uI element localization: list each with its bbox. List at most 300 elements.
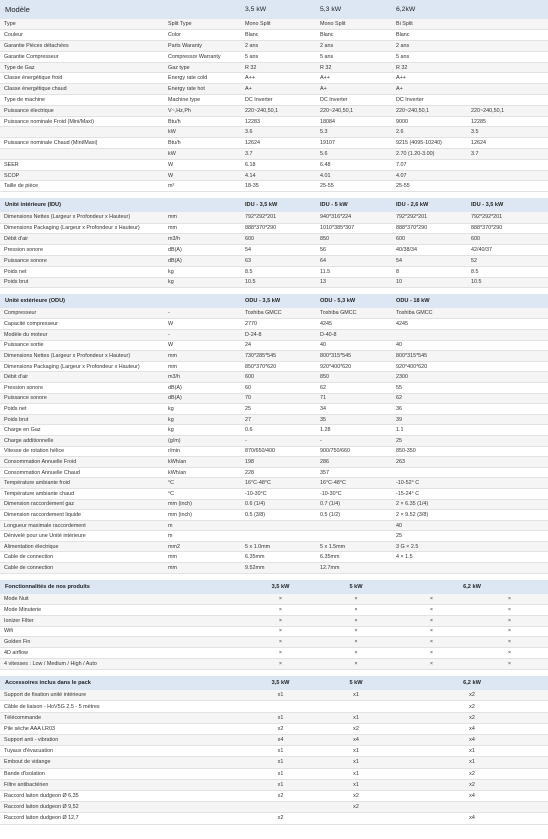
table-cell: x2 — [241, 723, 316, 734]
table-cell: x4 — [392, 790, 548, 801]
table-cell: V~,Hz,Ph — [164, 105, 241, 116]
table-cell: 198 — [241, 457, 316, 468]
table-row — [0, 648, 548, 659]
row-label: Télécommande — [0, 712, 241, 723]
table-cell: x1 — [241, 779, 316, 790]
spec-header-unit — [164, 0, 241, 19]
table-cell: × — [316, 615, 392, 626]
table-cell: x1 — [316, 757, 392, 768]
table-cell: 4 × 1.5 — [392, 552, 467, 563]
table-row — [0, 393, 548, 404]
table-cell: 920*400*620 — [316, 361, 392, 372]
table-cell — [467, 372, 548, 383]
table-cell: 5.3 — [316, 127, 392, 138]
table-cell: 220~240,50,1 — [241, 105, 316, 116]
row-label: SEER — [0, 159, 164, 170]
table-cell: 600 — [392, 234, 467, 245]
table-cell: 4.14 — [241, 170, 316, 181]
table-cell — [316, 701, 392, 712]
table-cell: kg — [164, 404, 241, 415]
spec-header-col: 5,3 kW — [316, 0, 392, 19]
table-cell — [467, 414, 548, 425]
features-header-row — [0, 580, 548, 594]
features-header-title: Fonctionnalités de nos produits — [0, 580, 241, 594]
table-cell: R 32 — [241, 62, 316, 73]
accessories-header-col: 3,5 kW — [241, 676, 316, 690]
table-cell: 25-55 — [392, 181, 467, 192]
table-row — [0, 779, 548, 790]
table-cell: x2 — [392, 779, 548, 790]
table-cell: A+ — [241, 84, 316, 95]
table-cell — [467, 382, 548, 393]
table-cell: 792*292*201 — [467, 212, 548, 223]
table-cell: 8.5 — [241, 266, 316, 277]
table-cell: × — [467, 615, 548, 626]
table-cell: 6.48 — [316, 159, 392, 170]
table-cell: 900/750/660 — [316, 446, 392, 457]
table-cell: 1.28 — [316, 425, 392, 436]
row-label — [0, 149, 164, 160]
row-label: Support de fixation unité intérieure — [0, 690, 241, 701]
table-cell: × — [241, 604, 316, 615]
table-row — [0, 319, 548, 330]
table-cell: × — [241, 648, 316, 659]
main-spec-table — [0, 0, 548, 192]
table-row — [0, 41, 548, 52]
row-label: Tuyaux d'évacuation — [0, 746, 241, 757]
row-label: Dimensions Packaging (Largeur x Profondeur x Hauteur) — [0, 223, 164, 234]
row-label: Longueur maximale raccordement — [0, 520, 164, 531]
table-row — [0, 73, 548, 84]
table-cell: 5 ans — [392, 51, 467, 62]
table-row — [0, 245, 548, 256]
accessories-table — [0, 676, 548, 825]
table-cell: kW — [164, 149, 241, 160]
table-cell: -10-52° C — [392, 478, 467, 489]
table-row — [0, 802, 548, 813]
table-cell: Machine type — [164, 95, 241, 106]
table-row — [0, 488, 548, 499]
table-row — [0, 712, 548, 723]
table-cell: 2.70 (1.20-3.00) — [392, 149, 467, 160]
table-cell: 40 — [392, 520, 467, 531]
table-cell: x2 — [316, 790, 392, 801]
table-row — [0, 604, 548, 615]
table-cell: 3 G × 2.5 — [392, 541, 467, 552]
row-label: Charge additionnelle — [0, 435, 164, 446]
row-label: Mode Minuterie — [0, 604, 241, 615]
table-cell: × — [392, 658, 467, 669]
table-cell: m — [164, 531, 241, 542]
table-row — [0, 637, 548, 648]
table-row — [0, 414, 548, 425]
table-cell — [467, 170, 548, 181]
table-cell: 12283 — [241, 116, 316, 127]
table-cell: A++ — [316, 73, 392, 84]
row-label: Poids brut — [0, 277, 164, 288]
features-header-col: 3,5 kW — [241, 580, 316, 594]
row-label: Couleur — [0, 30, 164, 41]
table-cell: 6.18 — [241, 159, 316, 170]
table-cell — [467, 30, 548, 41]
table-row — [0, 105, 548, 116]
table-cell: °C — [164, 478, 241, 489]
table-cell: 12.7mm — [316, 563, 392, 574]
table-cell: Btu/h — [164, 116, 241, 127]
table-row — [0, 19, 548, 30]
table-cell: A+ — [392, 84, 467, 95]
table-cell: m² — [164, 181, 241, 192]
outdoor-header-unit — [164, 294, 241, 308]
row-label: Ionizer Filter — [0, 615, 241, 626]
table-cell: Parts Waranty — [164, 41, 241, 52]
table-row — [0, 425, 548, 436]
table-cell: kg — [164, 266, 241, 277]
table-row — [0, 768, 548, 779]
table-cell: 10.5 — [467, 277, 548, 288]
table-row — [0, 746, 548, 757]
table-row — [0, 531, 548, 542]
indoor-header-col: IDU - 3,5 kW — [467, 198, 548, 212]
table-cell: 4245 — [316, 319, 392, 330]
table-row — [0, 701, 548, 712]
table-cell: 13 — [316, 277, 392, 288]
table-cell: W — [164, 340, 241, 351]
table-cell: R 32 — [316, 62, 392, 73]
table-cell — [467, 62, 548, 73]
table-cell: × — [467, 594, 548, 605]
table-cell — [392, 330, 467, 341]
table-cell: dB(A) — [164, 382, 241, 393]
table-cell: R 32 — [392, 62, 467, 73]
row-label: Raccord laiton dudgeon Ø 12,7 — [0, 813, 241, 824]
table-cell: kg — [164, 414, 241, 425]
table-cell: 16°C-48°C — [316, 478, 392, 489]
table-cell — [467, 330, 548, 341]
table-cell: 25 — [392, 531, 467, 542]
table-cell: Toshiba GMCC — [392, 308, 467, 319]
table-cell: × — [467, 626, 548, 637]
table-cell: x2 — [392, 768, 548, 779]
table-cell: kWh/an — [164, 467, 241, 478]
row-label: Classe énergétique froid — [0, 73, 164, 84]
table-cell: 35 — [316, 414, 392, 425]
table-row — [0, 404, 548, 415]
table-row — [0, 757, 548, 768]
row-label: Capacité compresseur — [0, 319, 164, 330]
table-row — [0, 813, 548, 824]
table-cell: 8.5 — [467, 266, 548, 277]
table-cell: 800*315*545 — [316, 351, 392, 362]
table-row — [0, 735, 548, 746]
table-cell — [316, 813, 392, 824]
spec-header-col: 6,2kW — [392, 0, 467, 19]
table-row — [0, 62, 548, 73]
table-cell: × — [316, 658, 392, 669]
table-cell: 60 — [241, 382, 316, 393]
table-cell: dB(A) — [164, 393, 241, 404]
outdoor-unit-table — [0, 294, 548, 573]
table-cell: x2 — [392, 701, 548, 712]
accessories-header-col: 5 kW — [316, 676, 392, 690]
table-row — [0, 594, 548, 605]
table-cell: 11.5 — [316, 266, 392, 277]
table-cell: x2 — [392, 690, 548, 701]
indoor-header-unit — [164, 198, 241, 212]
table-cell: x1 — [392, 757, 548, 768]
table-cell: 850 — [316, 372, 392, 383]
row-label: Vitesse de rotation hélice — [0, 446, 164, 457]
table-cell: 4.01 — [316, 170, 392, 181]
row-label: Cable de connection — [0, 563, 164, 574]
table-cell: W — [164, 170, 241, 181]
table-cell — [467, 531, 548, 542]
table-cell: - — [241, 435, 316, 446]
table-cell: 54 — [392, 255, 467, 266]
table-cell — [467, 19, 548, 30]
indoor-header-col: IDU - 5 kW — [316, 198, 392, 212]
table-cell: 7.07 — [392, 159, 467, 170]
table-cell: 56 — [316, 245, 392, 256]
table-cell: mm — [164, 212, 241, 223]
table-cell: × — [467, 604, 548, 615]
table-cell: Toshiba GMCC — [316, 308, 392, 319]
table-cell: 12624 — [241, 138, 316, 149]
table-cell: x1 — [316, 712, 392, 723]
row-label: Dimension raccordement gaz — [0, 499, 164, 510]
row-label: Puissance sortie — [0, 340, 164, 351]
row-label: Dimensions Packaging (Largeur x Profondeur x Hauteur) — [0, 361, 164, 372]
table-row — [0, 159, 548, 170]
table-row — [0, 84, 548, 95]
table-cell: 63 — [241, 255, 316, 266]
outdoor-header-title: Unité extérieure (ODU) — [0, 294, 164, 308]
row-label: Puissance électrique — [0, 105, 164, 116]
table-cell: kW — [164, 127, 241, 138]
table-cell: x1 — [241, 690, 316, 701]
table-cell: 1010*385*307 — [316, 223, 392, 234]
row-label: Modèle du moteur — [0, 330, 164, 341]
table-cell: D-24-8 — [241, 330, 316, 341]
table-cell: 12624 — [467, 138, 548, 149]
indoor-unit-table — [0, 198, 548, 288]
table-cell: 888*370*290 — [241, 223, 316, 234]
indoor-header-col: IDU - 2,6 kW — [392, 198, 467, 212]
row-label: Poids net — [0, 266, 164, 277]
table-cell: 64 — [316, 255, 392, 266]
table-row — [0, 149, 548, 160]
table-cell: 36 — [392, 404, 467, 415]
row-label: Température ambiante chaud — [0, 488, 164, 499]
row-label: Câble de liaison - HoV5G 2.5 - 5 mètres — [0, 701, 241, 712]
table-cell — [467, 499, 548, 510]
row-label: Dénivelé pour une Unité intérieure — [0, 531, 164, 542]
table-cell: mm — [164, 223, 241, 234]
table-row — [0, 499, 548, 510]
table-cell — [467, 446, 548, 457]
table-cell: x1 — [241, 768, 316, 779]
table-cell: Mono Split — [241, 19, 316, 30]
table-cell: 2770 — [241, 319, 316, 330]
table-cell: 71 — [316, 393, 392, 404]
table-cell: Blanc — [316, 30, 392, 41]
table-cell: 600 — [241, 234, 316, 245]
table-cell: 0.5 (3/8) — [241, 510, 316, 521]
table-cell: 62 — [316, 382, 392, 393]
table-cell: 42/40/37 — [467, 245, 548, 256]
table-cell: 5 ans — [241, 51, 316, 62]
outdoor-header-row — [0, 294, 548, 308]
spec-header-col: 3,5 kW — [241, 0, 316, 19]
table-cell: 40/38/34 — [392, 245, 467, 256]
table-cell: × — [392, 594, 467, 605]
table-cell — [467, 361, 548, 372]
row-label: Dimensions Nettes (Largeur x Profondeur x Hauteur) — [0, 212, 164, 223]
table-cell: mm (inch) — [164, 510, 241, 521]
table-cell — [467, 181, 548, 192]
table-cell: x4 — [316, 735, 392, 746]
table-cell: mm — [164, 552, 241, 563]
table-row — [0, 266, 548, 277]
table-cell — [467, 95, 548, 106]
table-cell: DC Inverter — [392, 95, 467, 106]
table-cell — [467, 457, 548, 468]
row-label: Pile sèche AAA LR03 — [0, 723, 241, 734]
table-cell: 12285 — [467, 116, 548, 127]
table-cell: 2 ans — [316, 41, 392, 52]
table-cell: 2300 — [392, 372, 467, 383]
table-cell: 600 — [467, 234, 548, 245]
indoor-header-title: Unité intérieure (IDU) — [0, 198, 164, 212]
table-cell: dB(A) — [164, 255, 241, 266]
spec-header-row — [0, 0, 548, 19]
table-cell: 800*315*545 — [392, 351, 467, 362]
table-cell: 3.7 — [241, 149, 316, 160]
table-row — [0, 615, 548, 626]
table-cell — [467, 488, 548, 499]
row-label: Débit d'air — [0, 234, 164, 245]
table-cell: 6.35mm — [241, 552, 316, 563]
table-cell: × — [467, 648, 548, 659]
table-cell: A+ — [316, 84, 392, 95]
table-cell: 25-55 — [316, 181, 392, 192]
spec-header-title: Modèle — [0, 0, 164, 19]
table-cell: D-40-8 — [316, 330, 392, 341]
table-cell: 2 × 9.52 (3/8) — [392, 510, 467, 521]
table-cell — [467, 563, 548, 574]
table-row — [0, 457, 548, 468]
table-cell: 25 — [241, 404, 316, 415]
table-cell: 18084 — [316, 116, 392, 127]
table-cell: 0.6 (1/4) — [241, 499, 316, 510]
table-cell: x1 — [241, 757, 316, 768]
table-cell: 54 — [241, 245, 316, 256]
table-row — [0, 351, 548, 362]
table-cell: × — [241, 615, 316, 626]
row-label: Type de machine — [0, 95, 164, 106]
table-cell: 25 — [392, 435, 467, 446]
table-row — [0, 382, 548, 393]
table-cell: Bi Split — [392, 19, 467, 30]
table-row — [0, 95, 548, 106]
table-cell: 888*370*290 — [392, 223, 467, 234]
table-cell: 55 — [392, 382, 467, 393]
table-row — [0, 181, 548, 192]
table-cell — [467, 510, 548, 521]
table-cell: 40 — [392, 340, 467, 351]
table-cell — [316, 531, 392, 542]
table-cell: 2 ans — [241, 41, 316, 52]
row-label: Wifi — [0, 626, 241, 637]
table-cell: 850 — [316, 234, 392, 245]
table-cell: × — [467, 637, 548, 648]
table-cell: × — [392, 615, 467, 626]
table-row — [0, 277, 548, 288]
table-row — [0, 552, 548, 563]
outdoor-header-col: ODU - 3,5 kW — [241, 294, 316, 308]
table-cell: x2 — [241, 790, 316, 801]
table-row — [0, 446, 548, 457]
table-cell — [467, 308, 548, 319]
table-cell — [467, 159, 548, 170]
row-label: Type — [0, 19, 164, 30]
table-cell — [467, 435, 548, 446]
table-row — [0, 308, 548, 319]
table-cell: 3.5 — [467, 127, 548, 138]
table-cell: A++ — [241, 73, 316, 84]
row-label: Cable de connection — [0, 552, 164, 563]
table-row — [0, 435, 548, 446]
row-label: Raccord laiton dudgeon Ø 6,35 — [0, 790, 241, 801]
table-cell: 220~240,50,1 — [316, 105, 392, 116]
table-cell: 850-350 — [392, 446, 467, 457]
table-cell: 220~240,50,1 — [467, 105, 548, 116]
row-label: Poids net — [0, 404, 164, 415]
table-cell: mm2 — [164, 541, 241, 552]
table-cell: dB(A) — [164, 245, 241, 256]
table-cell — [392, 563, 467, 574]
table-cell: x4 — [392, 723, 548, 734]
table-cell: kWh/an — [164, 457, 241, 468]
table-cell: 34 — [316, 404, 392, 415]
table-row — [0, 30, 548, 41]
table-cell: mm — [164, 351, 241, 362]
row-label: Pression sonore — [0, 245, 164, 256]
accessories-header-row — [0, 676, 548, 690]
table-cell: DC Inverter — [241, 95, 316, 106]
table-cell — [392, 467, 467, 478]
accessories-header-col: 6,2 kW — [392, 676, 548, 690]
table-cell: m3/h — [164, 234, 241, 245]
table-row — [0, 563, 548, 574]
table-cell — [241, 531, 316, 542]
table-cell: - — [316, 435, 392, 446]
row-label — [0, 127, 164, 138]
table-cell: 600 — [241, 372, 316, 383]
table-cell: 357 — [316, 467, 392, 478]
table-cell: 3.7 — [467, 149, 548, 160]
table-cell: 286 — [316, 457, 392, 468]
table-row — [0, 51, 548, 62]
row-label: Température ambiante froid — [0, 478, 164, 489]
table-cell: W — [164, 319, 241, 330]
table-cell: 6.35mm — [316, 552, 392, 563]
row-label: Consommation Annuelle Froid — [0, 457, 164, 468]
table-cell: 2.6 — [392, 127, 467, 138]
features-header-col: 5 kW — [316, 580, 392, 594]
table-cell: 870/650/400 — [241, 446, 316, 457]
table-cell: x1 — [316, 690, 392, 701]
